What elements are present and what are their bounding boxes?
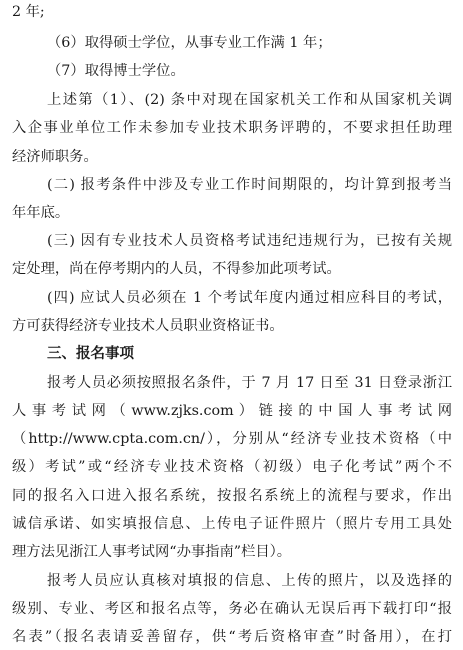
- text-line: （http://www.cpta.com.cn/），分别从“经济专业技术资格（中: [12, 431, 452, 447]
- text-line: 定处理，尚在停考期内的人员，不得参加此项考试。: [12, 261, 341, 277]
- text-line: 人 事 考 试 网 （ www.zjks.com ） 链 接 的 中 国 人 事 考 试 网: [12, 403, 452, 419]
- text-line: 级）考试”或“经济专业技术资格（初级）电子化考试”两个不: [12, 459, 452, 475]
- text-line: (三) 因有专业技术人员资格考试违纪违规行为，已按有关规: [47, 233, 452, 249]
- text-line: 入企事业单位工作未参加专业技术职务评聘的，不要求担任助理: [12, 120, 452, 136]
- text-line: 诚信承诺、如实填报信息、上传电子证件照片（照片专用工具处: [12, 516, 452, 532]
- text-line: 报考人员应认真核对填报的信息、上传的照片，以及选择的: [47, 573, 452, 589]
- text-line: 理方法见浙江人事考试网“办事指南”栏目）。: [12, 544, 292, 560]
- text-line: 报考人员必须按照报名条件，于 7 月 17 日至 31 日登录浙江: [47, 375, 452, 391]
- text-line: 级别、专业、考区和报名点等，务必在确认无误后再下载打印“报: [12, 601, 452, 617]
- text-line: 上述第（1）、(2) 条中对现在国家机关工作和从国家机关调: [47, 92, 452, 108]
- text-line: (四) 应试人员必须在 1 个考试年度内通过相应科目的考试，: [47, 290, 452, 306]
- text-line: （7）取得博士学位。: [47, 63, 185, 79]
- text-line: 名表”（报名表请妥善留存，供“考后资格审查”时备用），在打: [12, 629, 452, 645]
- text-line: 经济师职务。: [12, 149, 98, 165]
- text-line: 方可获得经济专业技术人员职业资格证书。: [12, 318, 284, 334]
- text-line: 年年底。: [12, 205, 70, 221]
- text-line: (二) 报考条件中涉及专业工作时间期限的，均计算到报考当: [47, 177, 452, 193]
- text-line: （6）取得硕士学位，从事专业工作满 1 年；: [47, 35, 332, 51]
- text-line: 同的报名入口进入报名系统，按报名系统上的流程与要求，作出: [12, 488, 452, 504]
- text-line: 2 年;: [12, 4, 45, 20]
- section-heading: 三、报名事项: [47, 346, 134, 362]
